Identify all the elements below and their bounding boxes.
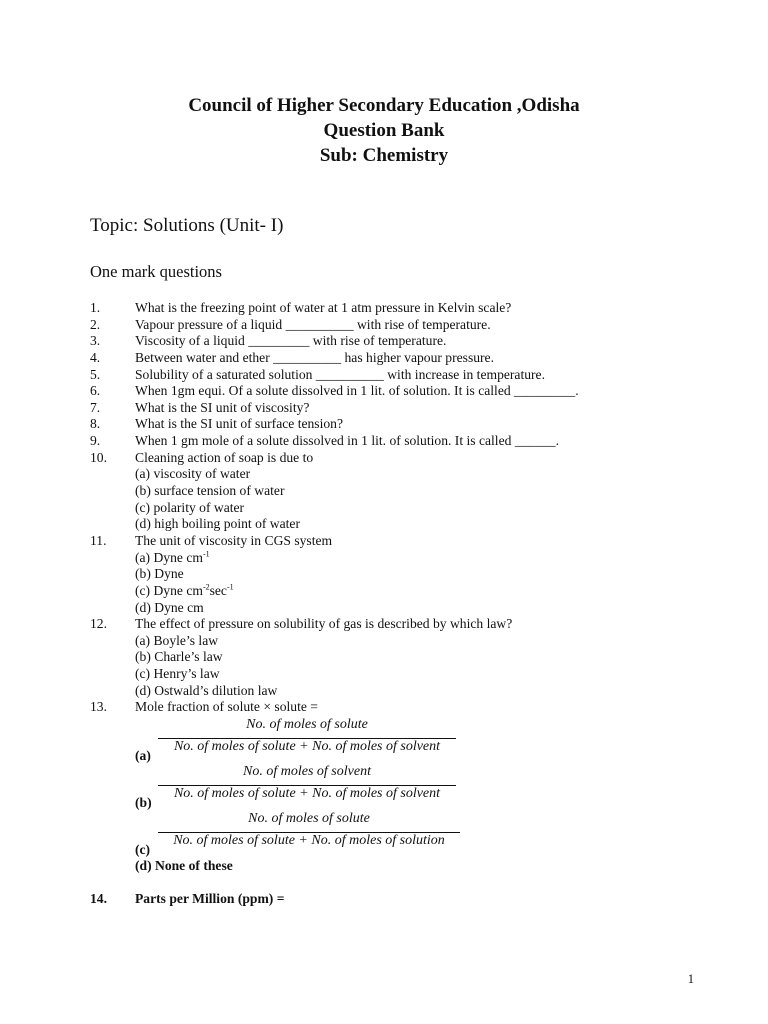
question-text: Viscosity of a liquid _________ with rise of temperature. [135, 333, 447, 349]
question-text: Cleaning action of soap is due to [135, 449, 314, 465]
question-text: When 1gm equi. Of a solute dissolved in 1 lit. of solution. It is called _________. [135, 383, 579, 399]
question-number: 7. [90, 399, 101, 415]
question-number: 13. [90, 699, 107, 715]
fraction-numerator: No. of moles of solute [248, 811, 370, 826]
question-number: 5. [90, 366, 101, 382]
fraction-numerator: No. of moles of solute [246, 717, 368, 732]
q10-option-b: (b) surface tension of water [135, 483, 285, 499]
q13-option-b-label: (b) [135, 795, 152, 810]
question-11 [90, 533, 690, 550]
question-list [90, 300, 690, 716]
question-text: Solubility of a saturated solution __________ with increase in temperature. [135, 366, 545, 382]
q12-option-b: (b) Charle’s law [135, 649, 223, 665]
q11-option-c: (c) Dyne $cm^{-2}\sec^{-1}$ [135, 582, 234, 598]
question-number: 9. [90, 433, 101, 449]
fraction-denominator: No. of moles of solute + No. of moles of solvent [173, 739, 441, 754]
q12-option-a: (a) Boyle’s law [135, 632, 219, 648]
question-text: Between water and ether __________ has higher vapour pressure. [135, 349, 494, 365]
question-3 [90, 333, 690, 350]
question-number: 3. [90, 333, 101, 349]
question-text: The unit of viscosity in CGS system [135, 532, 333, 548]
q13-option-c-label: (c) [135, 842, 151, 857]
question-number: 11. [90, 532, 107, 548]
question-13 [90, 699, 690, 716]
q10-option-d: (d) high boiling point of water [135, 516, 300, 532]
question-number: 6. [90, 383, 101, 399]
q13-option-a-label: (a) [135, 748, 151, 763]
question-number: 2. [90, 316, 101, 332]
q12-option-d: (d) Ostwald’s dilution law [135, 682, 278, 698]
question-5 [90, 367, 690, 384]
q13-option-a-fraction [158, 717, 456, 761]
q11-option-a: (a) Dyne $cm^{-1}$ [135, 549, 210, 565]
question-number: 12. [90, 616, 107, 632]
q11-option-b: (b) Dyne [135, 566, 184, 582]
page-number: 1 [687, 972, 694, 986]
section-heading: One mark questions [90, 262, 222, 281]
fraction-numerator: No. of moles of solvent [243, 764, 371, 779]
q11-option-d: (d) Dyne cm [135, 599, 204, 615]
fraction-denominator: No. of moles of solute + No. of moles of solvent [173, 786, 441, 801]
question-text: When 1 gm mole of a solute dissolved in 1 lit. of solution. It is called ______. [135, 433, 559, 449]
question-1 [90, 300, 690, 317]
question-2 [90, 317, 690, 334]
question-8 [90, 416, 690, 433]
question-text: What is the SI unit of surface tension? [135, 416, 344, 432]
question-text: What is the freezing point of water at 1 atm pressure in Kelvin scale? [135, 300, 512, 315]
question-7 [90, 400, 690, 417]
question-text: Parts per Million (ppm) = [135, 891, 285, 906]
q13-option-b-fraction [158, 764, 456, 808]
document-header [0, 93, 768, 168]
question-number: 10. [90, 449, 107, 465]
topic-heading: Topic: Solutions (Unit- I) [90, 215, 284, 236]
question-text: What is the SI unit of viscosity? [135, 399, 310, 415]
question-9 [90, 433, 690, 450]
question-text: Mole fraction of solute × solute = [135, 699, 318, 715]
question-14 [90, 891, 285, 907]
question-number: 1. [90, 300, 101, 315]
q10-option-a: (a) viscosity of water [135, 466, 251, 482]
question-text: The effect of pressure on solubility of gas is described by which law? [135, 616, 513, 632]
question-number: 4. [90, 349, 101, 365]
header-question-bank: Question Bank [323, 120, 445, 141]
question-4 [90, 350, 690, 367]
header-subject: Sub: Chemistry [319, 145, 449, 166]
question-text: Vapour pressure of a liquid __________ with rise of temperature. [135, 316, 491, 332]
question-number: 8. [90, 416, 101, 432]
question-6 [90, 383, 690, 400]
question-number: 14. [90, 891, 107, 906]
question-12 [90, 616, 690, 633]
question-10 [90, 450, 690, 467]
fraction-denominator: No. of moles of solute + No. of moles of solution [173, 833, 445, 848]
q10-option-c: (c) polarity of water [135, 499, 245, 515]
q13-option-c-fraction [158, 811, 460, 855]
q12-option-c: (c) Henry’s law [135, 666, 220, 682]
q13-option-d: (d) None of these [135, 858, 233, 873]
header-council: Council of Higher Secondary Education ,Odisha [188, 95, 580, 116]
